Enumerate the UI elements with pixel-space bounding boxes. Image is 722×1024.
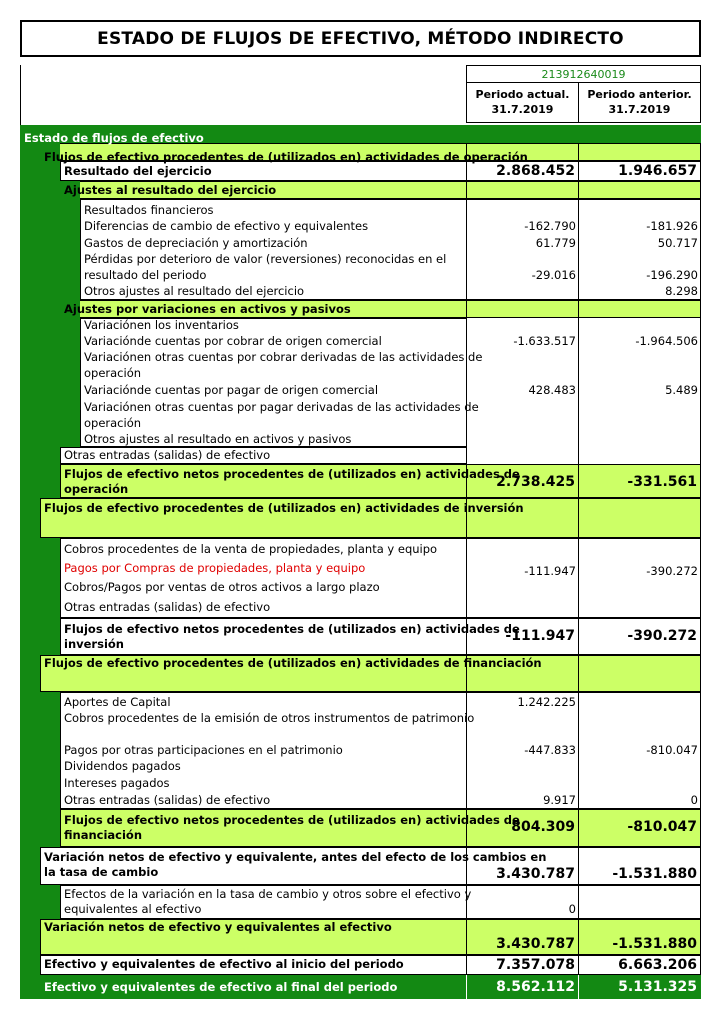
left-border bbox=[20, 65, 21, 125]
value: -390.272 bbox=[646, 564, 698, 578]
value: 8.298 bbox=[665, 284, 698, 298]
label-netos-op-2: operación bbox=[64, 482, 129, 496]
divider bbox=[466, 538, 467, 618]
green-margin-operacion bbox=[40, 143, 60, 498]
value: -162.790 bbox=[524, 219, 576, 233]
value: 1.242.225 bbox=[517, 695, 576, 709]
label-var-inv: Variaciónen los inventarios bbox=[84, 318, 239, 332]
label-deterioro: Pérdidas por deterioro de valor (reversiones) reconocidas en el bbox=[84, 252, 447, 266]
label-aportes: Aportes de Capital bbox=[64, 695, 171, 709]
label-var-otras-cxp-2: operación bbox=[84, 416, 142, 430]
label-cobros-pagos-otros: Cobros/Pagos por ventas de otros activos a largo plazo bbox=[64, 580, 380, 594]
label-cobros-ppe: Cobros procedentes de la venta de propiedades, planta y equipo bbox=[64, 542, 438, 556]
divider bbox=[578, 498, 579, 538]
row-estado: Estado de flujos de efectivo bbox=[24, 131, 204, 145]
value-var-netos-anterior: -1.531.880 bbox=[612, 936, 697, 952]
value-netos-fin-anterior: -810.047 bbox=[627, 819, 697, 835]
label-var-title: Ajustes por variaciones en activos y pasivos bbox=[64, 302, 351, 316]
green-margin-var bbox=[60, 300, 80, 447]
value-resultado-actual: 2.868.452 bbox=[496, 163, 575, 179]
green-margin-efectos bbox=[40, 885, 60, 919]
green-margin-inv bbox=[40, 538, 60, 655]
value-resultado-anterior: 1.946.657 bbox=[618, 163, 697, 179]
column-header-anterior: Periodo anterior. 31.7.2019 bbox=[578, 83, 701, 123]
label-otras-entradas-op: Otras entradas (salidas) de efectivo bbox=[64, 448, 271, 462]
value-final-actual: 8.562.112 bbox=[496, 979, 575, 995]
label-final: Efectivo y equivalentes de efectivo al final del periodo bbox=[44, 980, 398, 994]
label-var-otras-cxp: Variaciónen otras cuentas por pagar derivadas de las actividades de bbox=[84, 400, 479, 414]
value: 5.489 bbox=[665, 383, 698, 397]
value-netos-fin-actual: 804.309 bbox=[511, 819, 575, 835]
value-netos-op-actual: 2.738.425 bbox=[496, 474, 575, 490]
label-depreciacion: Gastos de depreciación y amortización bbox=[84, 236, 308, 250]
value: 0 bbox=[568, 902, 576, 916]
entity-id: 213912640019 bbox=[466, 65, 701, 83]
green-margin-fin bbox=[40, 692, 60, 847]
value-var-antes-actual: 3.430.787 bbox=[496, 866, 575, 882]
divider bbox=[578, 538, 579, 618]
value-netos-op-anterior: -331.561 bbox=[627, 474, 697, 490]
label-cobros-patrimonio: Cobros procedentes de la emisión de otros instrumentos de patrimonio bbox=[64, 711, 475, 725]
label-otros-ajustes: Otros ajustes al resultado del ejercicio bbox=[84, 284, 305, 298]
value-var-antes-anterior: -1.531.880 bbox=[612, 866, 697, 882]
label-resultado: Resultado del ejercicio bbox=[64, 164, 212, 178]
value-final-anterior: 5.131.325 bbox=[618, 979, 697, 995]
value: 0 bbox=[690, 793, 698, 807]
divider bbox=[80, 199, 701, 200]
label-dif-cambio: Diferencias de cambio de efectivo y equivalentes bbox=[84, 219, 369, 233]
value: 50.717 bbox=[657, 236, 698, 250]
label-ajustes: Ajustes al resultado del ejercicio bbox=[64, 183, 277, 197]
value: 61.779 bbox=[535, 236, 576, 250]
value: -181.926 bbox=[646, 219, 698, 233]
label-res-fin: Resultados financieros bbox=[84, 203, 214, 217]
label-netos-inv-2: inversión bbox=[64, 637, 124, 651]
label-var-cxp: Variaciónde cuentas por pagar de origen comercial bbox=[84, 383, 379, 397]
label-intereses: Intereses pagados bbox=[64, 776, 170, 790]
label-efectos-2: equivalentes al efectivo bbox=[64, 902, 202, 916]
label-pagos-part: Pagos por otras participaciones en el patrimonio bbox=[64, 743, 343, 757]
label-otros-act-pas: Otros ajustes al resultado en activos y pasivos bbox=[84, 432, 352, 446]
label-var-netos: Variación netos de efectivo y equivalentes al efectivo bbox=[44, 920, 392, 934]
label-var-antes: Variación netos de efectivo y equivalente, antes del efecto de los cambios en bbox=[44, 850, 547, 864]
label-efectos: Efectos de la variación en la tasa de cambio y otros sobre el efectivo y bbox=[64, 887, 472, 901]
label-var-otras-cxc-2: operación bbox=[84, 366, 142, 380]
label-otras-entradas-inv: Otras entradas (salidas) de efectivo bbox=[64, 600, 271, 614]
value-inicio-anterior: 6.663.206 bbox=[618, 957, 697, 973]
cell bbox=[578, 143, 701, 161]
value: -29.016 bbox=[531, 268, 576, 282]
value-netos-inv-anterior: -390.272 bbox=[627, 628, 697, 644]
label-deterioro-2: resultado del periodo bbox=[84, 268, 207, 282]
value: 428.483 bbox=[528, 383, 576, 397]
row-op-title: Flujos de efectivo procedentes de (utilizados en) actividades de operación bbox=[44, 150, 528, 164]
band-estado-cols bbox=[466, 125, 701, 143]
value: 9.917 bbox=[543, 793, 576, 807]
value: -447.833 bbox=[524, 743, 576, 757]
label-var-otras-cxc: Variaciónen otras cuentas por cobrar derivadas de las actividades de bbox=[84, 350, 483, 364]
green-margin-ajustes bbox=[60, 181, 80, 300]
label-netos-fin-2: financiación bbox=[64, 828, 143, 842]
label-var-antes-2: la tasa de cambio bbox=[44, 865, 159, 879]
value-inicio-actual: 7.357.078 bbox=[496, 957, 575, 973]
value: -1.633.517 bbox=[513, 334, 576, 348]
divider bbox=[578, 655, 579, 692]
green-margin bbox=[20, 125, 40, 999]
label-inicio: Efectivo y equivalentes de efectivo al inicio del periodo bbox=[44, 957, 404, 971]
value: -196.290 bbox=[646, 268, 698, 282]
value: -111.947 bbox=[524, 564, 576, 578]
column-header-actual: Periodo actual. 31.7.2019 bbox=[466, 83, 579, 123]
label-fin-title: Flujos de efectivo procedentes de (utilizados en) actividades de financiación bbox=[44, 656, 542, 670]
label-inv-title: Flujos de efectivo procedentes de (utilizados en) actividades de inversión bbox=[44, 501, 524, 515]
label-pagos-ppe: Pagos por Compras de propiedades, planta y equipo bbox=[64, 561, 366, 575]
label-netos-inv: Flujos de efectivo netos procedentes de (utilizados en) actividades de bbox=[64, 622, 520, 636]
label-var-cxc: Variaciónde cuentas por cobrar de origen comercial bbox=[84, 334, 382, 348]
value-netos-inv-actual: -111.947 bbox=[505, 628, 575, 644]
value: -810.047 bbox=[646, 743, 698, 757]
value: -1.964.506 bbox=[635, 334, 698, 348]
page-title: ESTADO DE FLUJOS DE EFECTIVO, MÉTODO INDIRECTO bbox=[20, 20, 701, 57]
label-otras-entradas-fin: Otras entradas (salidas) de efectivo bbox=[64, 793, 271, 807]
label-netos-op: Flujos de efectivo netos procedentes de (utilizados en) actividades de bbox=[64, 467, 520, 481]
label-dividendos: Dividendos pagados bbox=[64, 759, 181, 773]
label-netos-fin: Flujos de efectivo netos procedentes de (utilizados en) actividades de bbox=[64, 813, 520, 827]
value-var-netos-actual: 3.430.787 bbox=[496, 936, 575, 952]
